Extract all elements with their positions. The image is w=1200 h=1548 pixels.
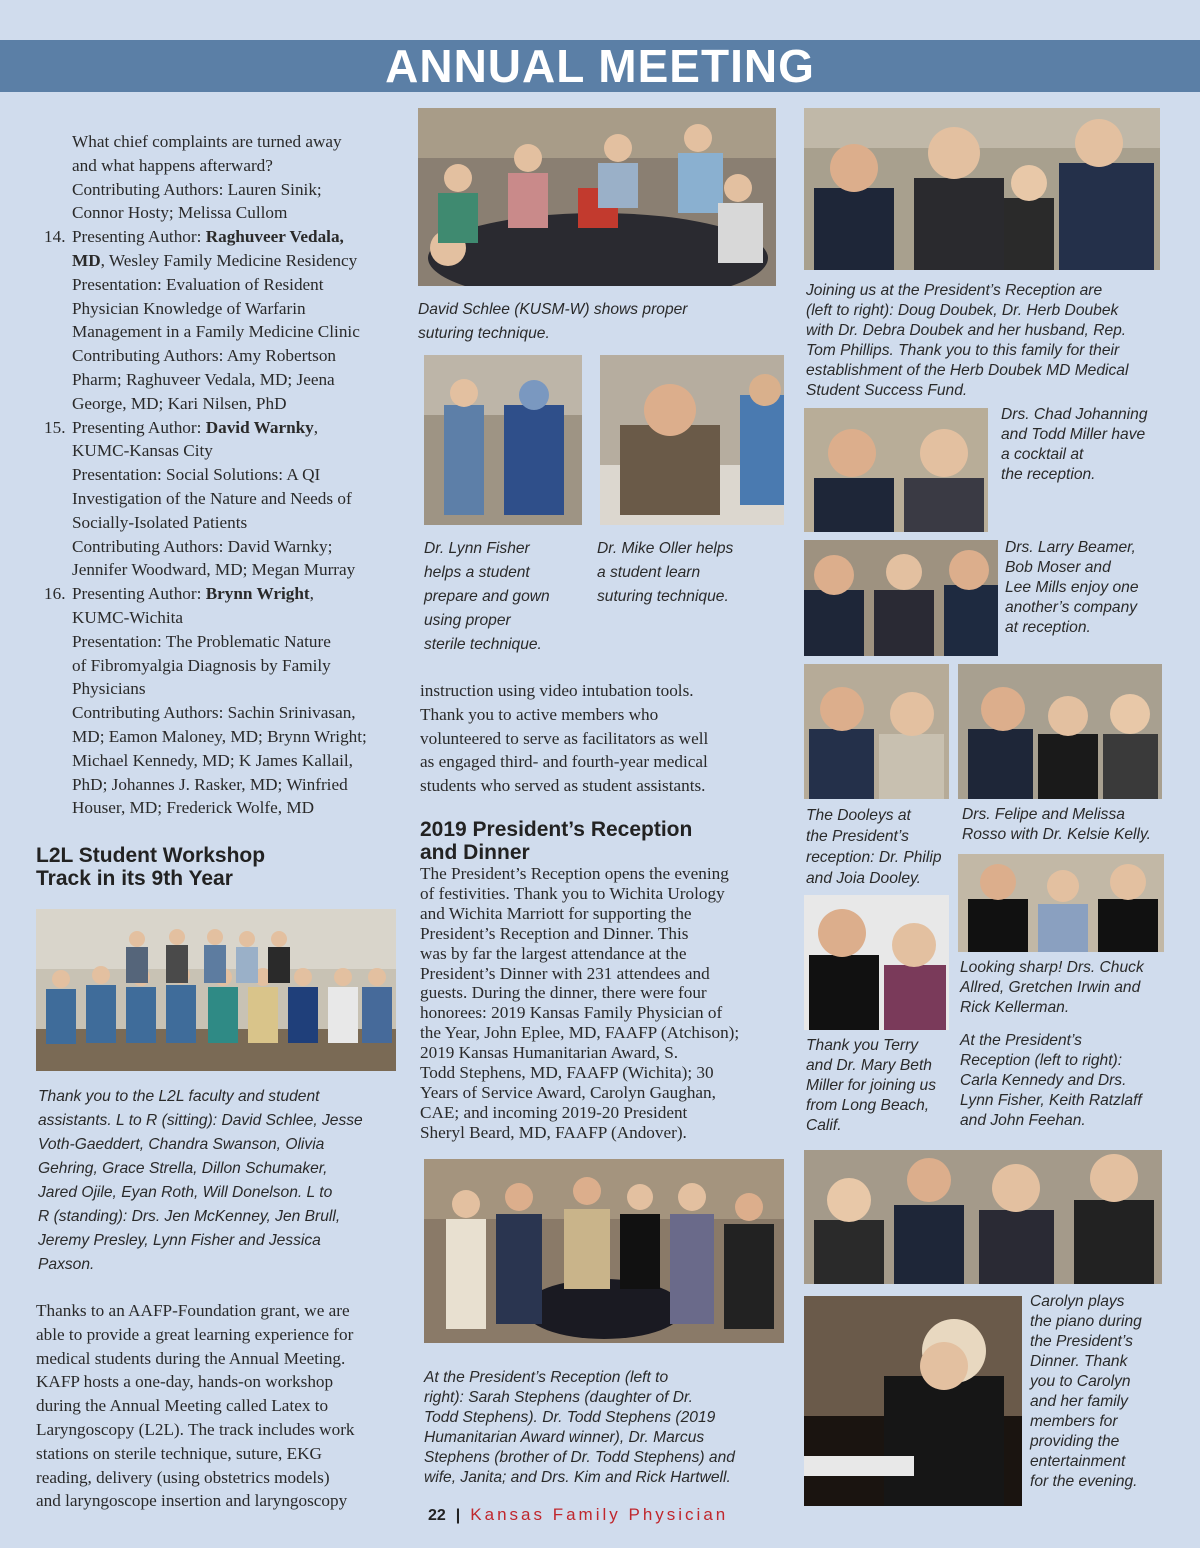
text-line: Michael Kennedy, MD; K James Kallail, bbox=[72, 750, 353, 770]
dooley-photo bbox=[804, 664, 949, 799]
caption-line: Dr. Lynn Fisher bbox=[424, 540, 530, 557]
text-line: Physicians bbox=[72, 679, 146, 699]
text-line: Presenting Author: Raghuveer Vedala, bbox=[72, 227, 344, 247]
text-line: Presentation: Social Solutions: A QI bbox=[72, 465, 321, 485]
text-line: and Wichita Marriott for supporting the bbox=[420, 903, 692, 923]
caption-line: the President’s bbox=[1030, 1333, 1133, 1350]
caption-line: and Dr. Mary Beth bbox=[806, 1057, 932, 1074]
caption-line: Miller for joining us bbox=[806, 1077, 936, 1094]
caption-line: Thank you to the L2L faculty and student bbox=[38, 1088, 320, 1105]
text-line: students who served as student assistants. bbox=[420, 776, 706, 796]
item-number: 16. bbox=[44, 584, 66, 604]
heading-line: 2019 President’s Reception bbox=[420, 818, 693, 841]
magazine-name: Kansas Family Physician bbox=[470, 1505, 729, 1524]
text-line: George, MD; Kari Nilsen, PhD bbox=[72, 393, 287, 413]
text-line: MD; Eamon Maloney, MD; Brynn Wright; bbox=[72, 726, 367, 746]
l2l-heading bbox=[36, 844, 406, 890]
piano-photo bbox=[804, 1296, 1022, 1506]
text-line: MD, Wesley Family Medicine Residency bbox=[72, 250, 358, 270]
kennedy-photo bbox=[804, 1150, 1162, 1284]
caption-line: At the President’s bbox=[960, 1032, 1082, 1049]
text-line: Jennifer Woodward, MD; Megan Murray bbox=[72, 560, 356, 580]
text-line: Contributing Authors: Amy Robertson bbox=[72, 346, 337, 366]
caption-line: you to Carolyn bbox=[1030, 1373, 1131, 1390]
text-line: PhD; Johannes J. Rasker, MD; Winfried bbox=[72, 774, 348, 794]
caption-line: from Long Beach, bbox=[806, 1097, 930, 1114]
caption-line: establishment of the Herb Doubek MD Medical bbox=[806, 362, 1129, 379]
text-line: and what happens afterward? bbox=[72, 155, 273, 175]
text-line: during the Annual Meeting called Latex to bbox=[36, 1396, 329, 1416]
reception-body bbox=[420, 864, 790, 1143]
caption-line: Tom Phillips. Thank you to this family for their bbox=[806, 342, 1120, 359]
caption-line: Paxson. bbox=[38, 1256, 95, 1273]
text-line: The President’s Reception opens the evening bbox=[420, 864, 729, 883]
piano-caption bbox=[1030, 1292, 1180, 1492]
caption-line: At the President’s Reception (left to bbox=[424, 1369, 669, 1386]
caption-line: Dinner. Thank bbox=[1030, 1353, 1128, 1370]
text-line: Years of Service Award, Carolyn Gaughan, bbox=[420, 1082, 716, 1102]
author-name: Raghuveer Vedala, bbox=[205, 227, 344, 247]
reception-heading bbox=[420, 818, 790, 864]
text-line: able to provide a great learning experience for bbox=[36, 1324, 354, 1344]
caption-line: suturing technique. bbox=[418, 325, 550, 342]
text-line: Contributing Authors: Sachin Srinivasan, bbox=[72, 703, 356, 723]
beamer-photo bbox=[804, 540, 998, 656]
caption-line: the President’s bbox=[806, 828, 909, 845]
text-line: was by far the largest attendance at the bbox=[420, 943, 687, 963]
caption-line: a cocktail at bbox=[1001, 446, 1084, 463]
caption-line: Jeremy Presley, Lynn Fisher and Jessica bbox=[38, 1232, 321, 1249]
author-name: David Warnky bbox=[205, 417, 314, 437]
caption-line: Humanitarian Award winner), Dr. Marcus bbox=[424, 1429, 705, 1446]
doubek-photo bbox=[804, 108, 1160, 270]
caption-line: using proper bbox=[424, 612, 511, 629]
caption-line: and John Feehan. bbox=[960, 1112, 1086, 1129]
caption-line: and her family bbox=[1030, 1393, 1128, 1410]
text-line: Management in a Family Medicine Clinic bbox=[72, 322, 360, 342]
caption-line: Stephens (brother of Dr. Todd Stephens) and bbox=[424, 1449, 735, 1466]
text-line: KUMC-Kansas City bbox=[72, 441, 213, 461]
caption-line: Carolyn plays bbox=[1030, 1293, 1125, 1310]
caption-line: for the evening. bbox=[1030, 1473, 1138, 1490]
johanning-photo bbox=[804, 408, 988, 532]
caption-line: at reception. bbox=[1005, 619, 1091, 636]
text-line: Thank you to active members who bbox=[420, 704, 659, 724]
johanning-caption bbox=[1001, 405, 1171, 485]
caption-line: the piano during bbox=[1030, 1313, 1142, 1330]
stephens-caption bbox=[424, 1368, 794, 1488]
heading-line: L2L Student Workshop bbox=[36, 844, 266, 867]
text-line: as engaged third- and fourth-year medical bbox=[420, 752, 708, 772]
caption-line: another’s company bbox=[1005, 599, 1138, 616]
caption-line: Thank you Terry bbox=[806, 1037, 919, 1054]
text-line: instruction using video intubation tools. bbox=[420, 681, 694, 700]
caption-line: and Joia Dooley. bbox=[806, 870, 922, 887]
fisher-photo bbox=[424, 355, 582, 525]
text-line: honorees: 2019 Kansas Family Physician of bbox=[420, 1003, 723, 1023]
caption-line: Todd Stephens). Dr. Todd Stephens (2019 bbox=[424, 1409, 716, 1426]
text-line: President’s Reception and Dinner. This bbox=[420, 923, 689, 943]
l2l-group-photo bbox=[36, 909, 396, 1071]
page-footer bbox=[428, 1505, 808, 1525]
text-line: Presentation: The Problematic Nature bbox=[72, 631, 331, 651]
text-line: Socially-Isolated Patients bbox=[72, 512, 248, 532]
caption-line: Looking sharp! Drs. Chuck bbox=[960, 959, 1144, 976]
text-line: the Year, John Eplee, MD, FAAFP (Atchison); bbox=[420, 1023, 740, 1043]
allred-caption bbox=[960, 958, 1180, 1018]
text-line: Presenting Author: Brynn Wright, bbox=[72, 584, 314, 604]
caption-line: the reception. bbox=[1001, 466, 1096, 483]
section-banner bbox=[0, 40, 1200, 92]
text-line: reading, delivery (using obstetrics models) bbox=[36, 1467, 330, 1487]
kennedy-caption bbox=[960, 1031, 1180, 1131]
caption-line: Drs. Felipe and Melissa bbox=[962, 806, 1125, 823]
miller-photo bbox=[804, 895, 949, 1030]
caption-line: a student learn bbox=[597, 564, 701, 581]
caption-line: Jared Ojile, Eyan Roth, Will Donelson. L to bbox=[38, 1184, 333, 1201]
text-line: of festivities. Thank you to Wichita Urology bbox=[420, 883, 725, 903]
text-line: Physician Knowledge of Warfarin bbox=[72, 298, 306, 318]
caption-line: and Todd Miller have bbox=[1001, 426, 1146, 443]
oller-photo bbox=[600, 355, 784, 525]
text-line: Sheryl Beard, MD, FAAFP (Andover). bbox=[420, 1122, 687, 1142]
text-line: KAFP hosts a one-day, hands-on workshop bbox=[36, 1372, 334, 1392]
text-line: Presenting Author: David Warnky, bbox=[72, 417, 319, 437]
beamer-caption bbox=[1005, 538, 1175, 638]
text-line: Pharm; Raghuveer Vedala, MD; Jeena bbox=[72, 369, 335, 389]
caption-line: R (standing): Drs. Jen McKenney, Jen Brull, bbox=[38, 1208, 341, 1225]
author-name: Brynn Wright bbox=[205, 584, 310, 604]
list-item bbox=[36, 416, 406, 583]
allred-photo bbox=[958, 854, 1164, 952]
caption-line: Reception (left to right): bbox=[960, 1052, 1123, 1069]
stephens-photo bbox=[424, 1159, 784, 1343]
caption-line: Rick Kellerman. bbox=[960, 999, 1070, 1016]
text-line: KUMC-Wichita bbox=[72, 607, 184, 627]
caption-line: Drs. Chad Johanning bbox=[1001, 406, 1148, 423]
l2l-body bbox=[36, 1299, 406, 1513]
text-line: Contributing Authors: David Warnky; bbox=[72, 536, 333, 556]
rosso-photo bbox=[958, 664, 1162, 799]
text-line: Laryngoscopy (L2L). The track includes work bbox=[36, 1419, 355, 1439]
caption-line: right): Sarah Stephens (daughter of Dr. bbox=[424, 1389, 693, 1406]
suturing-photo bbox=[418, 108, 776, 286]
list-item bbox=[36, 225, 406, 415]
caption-line: members for bbox=[1030, 1413, 1118, 1430]
intro-block bbox=[36, 130, 406, 225]
caption-line: providing the bbox=[1030, 1433, 1120, 1450]
text-line: guests. During the dinner, there were four bbox=[420, 983, 707, 1003]
instruction-text bbox=[420, 679, 790, 798]
list-item bbox=[36, 582, 406, 820]
caption-line: Bob Moser and bbox=[1005, 559, 1111, 576]
text-line: Presentation: Evaluation of Resident bbox=[72, 274, 324, 294]
text-line: Houser, MD; Frederick Wolfe, MD bbox=[72, 798, 315, 818]
caption-line: suturing technique. bbox=[597, 588, 729, 605]
caption-line: assistants. L to R (sitting): David Schlee, Jesse bbox=[38, 1112, 363, 1129]
l2l-caption bbox=[38, 1085, 408, 1277]
text-line: medical students during the Annual Meeting. bbox=[36, 1348, 346, 1368]
page-number: 22 bbox=[428, 1507, 446, 1524]
text-line: Investigation of the Nature and Needs of bbox=[72, 488, 352, 508]
suturing-caption bbox=[418, 298, 778, 346]
caption-line: reception: Dr. Philip bbox=[806, 849, 942, 866]
text-line: Thanks to an AAFP-Foundation grant, we are bbox=[36, 1301, 350, 1320]
caption-line: David Schlee (KUSM-W) shows proper bbox=[418, 301, 688, 318]
text-line: Todd Stephens, MD, FAAFP (Wichita); 30 bbox=[420, 1063, 714, 1083]
text-line: President’s Dinner with 231 attendees and bbox=[420, 963, 710, 983]
heading-line: and Dinner bbox=[420, 841, 530, 864]
caption-line: Dr. Mike Oller helps bbox=[597, 540, 734, 557]
text-line: Contributing Authors: Lauren Sinik; bbox=[72, 179, 322, 199]
caption-line: Voth-Gaeddert, Chandra Swanson, Olivia bbox=[38, 1136, 325, 1153]
caption-line: Lee Mills enjoy one bbox=[1005, 579, 1139, 596]
caption-line: prepare and gown bbox=[424, 588, 550, 605]
text-line: CAE; and incoming 2019-20 President bbox=[420, 1102, 688, 1122]
caption-line: Student Success Fund. bbox=[806, 382, 968, 399]
text-line: of Fibromyalgia Diagnosis by Family bbox=[72, 655, 331, 675]
caption-line: helps a student bbox=[424, 564, 530, 581]
doubek-caption bbox=[806, 281, 1166, 401]
section-title: ANNUAL MEETING bbox=[385, 40, 815, 92]
footer-separator: | bbox=[455, 1507, 461, 1524]
caption-line: (left to right): Doug Doubek, Dr. Herb Doubek bbox=[806, 302, 1119, 319]
text-line: 2019 Kansas Humanitarian Award, S. bbox=[420, 1043, 679, 1063]
item-number: 15. bbox=[44, 417, 66, 437]
presentation-list bbox=[36, 130, 406, 820]
caption-line: with Dr. Debra Doubek and her husband, Rep. bbox=[806, 322, 1127, 339]
text-line: What chief complaints are turned away bbox=[72, 132, 342, 151]
caption-line: Gehring, Grace Strella, Dillon Schumaker, bbox=[38, 1160, 328, 1177]
caption-line: sterile technique. bbox=[424, 636, 542, 653]
heading-line: Track in its 9th Year bbox=[36, 867, 233, 890]
oller-caption bbox=[597, 537, 787, 609]
caption-line: Lynn Fisher, Keith Ratzlaff bbox=[960, 1092, 1142, 1109]
caption-line: entertainment bbox=[1030, 1453, 1126, 1470]
miller-caption bbox=[806, 1036, 956, 1136]
caption-line: Drs. Larry Beamer, bbox=[1005, 539, 1136, 556]
caption-line: wife, Janita; and Drs. Kim and Rick Hartwell. bbox=[424, 1469, 731, 1486]
text-line: Connor Hosty; Melissa Cullom bbox=[72, 203, 288, 223]
item-number: 14. bbox=[44, 227, 66, 247]
text-line: volunteered to serve as facilitators as well bbox=[420, 728, 709, 748]
caption-line: Calif. bbox=[806, 1117, 842, 1134]
caption-line: Allred, Gretchen Irwin and bbox=[960, 979, 1141, 996]
rosso-caption bbox=[962, 805, 1182, 845]
caption-line: The Dooleys at bbox=[806, 807, 911, 824]
dooley-caption bbox=[806, 805, 956, 889]
caption-line: Carla Kennedy and Drs. bbox=[960, 1072, 1127, 1089]
caption-line: Rosso with Dr. Kelsie Kelly. bbox=[962, 826, 1151, 843]
caption-line: Joining us at the President’s Reception are bbox=[806, 282, 1103, 299]
text-line: and laryngoscope insertion and laryngoscopy bbox=[36, 1491, 348, 1511]
text-line: stations on sterile technique, suture, EKG bbox=[36, 1443, 322, 1463]
fisher-caption bbox=[424, 537, 594, 657]
